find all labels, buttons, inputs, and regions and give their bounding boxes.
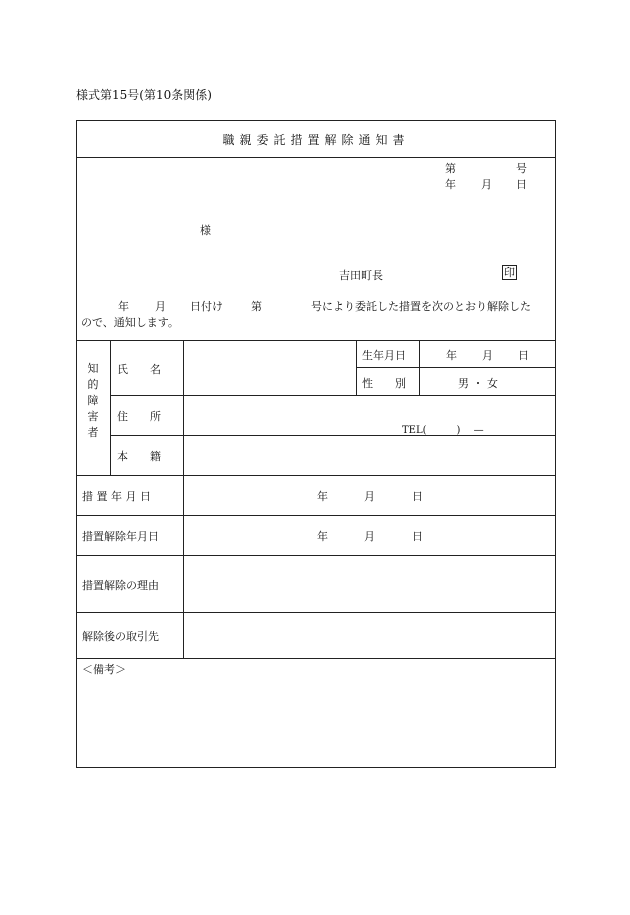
sex-options: 男 ・ 女	[458, 377, 498, 390]
col-line	[110, 340, 111, 475]
tel-field: TEL( ) —	[402, 425, 484, 436]
row-line	[110, 435, 556, 436]
birth-label: 生年月日	[362, 349, 406, 362]
after-release-label: 解除後の取引先	[82, 630, 159, 643]
notice-text-line1: 号により委託した措置を次のとおり解除した	[311, 300, 531, 313]
notice-no: 第	[251, 300, 262, 313]
release-year: 年	[317, 530, 328, 543]
birth-month: 月	[482, 349, 493, 362]
row-line	[76, 555, 556, 556]
issue-no-prefix: 第	[445, 162, 456, 175]
measure-year: 年	[317, 490, 328, 503]
row-line	[76, 612, 556, 613]
notice-year: 年	[118, 300, 129, 313]
form-number: 様式第15号(第10条関係)	[76, 88, 212, 102]
domicile-label: 本 籍	[117, 450, 161, 463]
row-line	[76, 475, 556, 476]
row-line	[76, 658, 556, 659]
sex-label: 性 別	[362, 377, 406, 390]
title-divider	[76, 157, 556, 158]
col-line	[419, 340, 420, 395]
measure-day: 日	[412, 490, 423, 503]
document-title: 職親委託措置解除通知書	[222, 133, 410, 147]
birth-day: 日	[518, 349, 529, 362]
row-line	[76, 515, 556, 516]
measure-date-label: 措 置 年 月 日	[82, 490, 151, 503]
form-frame	[76, 120, 556, 768]
issue-month: 月	[481, 178, 492, 191]
notice-month: 月	[155, 300, 166, 313]
person-section-label: 知 的 障 害 者	[87, 362, 99, 439]
row-line	[110, 395, 556, 396]
addressee-suffix: 様	[200, 224, 211, 237]
sender-name: 吉田町長	[339, 269, 383, 282]
issue-day: 日	[516, 178, 527, 191]
notice-dated: 日付け	[190, 300, 223, 313]
col-line	[183, 340, 184, 658]
name-label: 氏 名	[117, 363, 161, 376]
measure-month: 月	[364, 490, 375, 503]
release-date-label: 措置解除年月日	[82, 530, 159, 543]
release-month: 月	[364, 530, 375, 543]
issue-year: 年	[445, 178, 456, 191]
birth-year: 年	[446, 349, 457, 362]
release-day: 日	[412, 530, 423, 543]
remarks-label: ＜備考＞	[82, 663, 126, 676]
issue-no-suffix: 号	[516, 162, 527, 175]
release-reason-label: 措置解除の理由	[82, 579, 159, 592]
seal-mark: 印	[504, 266, 515, 279]
col-line	[356, 340, 357, 395]
row-line	[356, 367, 556, 368]
notice-text-line2: ので、通知します。	[81, 316, 179, 329]
row-line	[76, 340, 556, 341]
address-label: 住 所	[117, 410, 161, 423]
